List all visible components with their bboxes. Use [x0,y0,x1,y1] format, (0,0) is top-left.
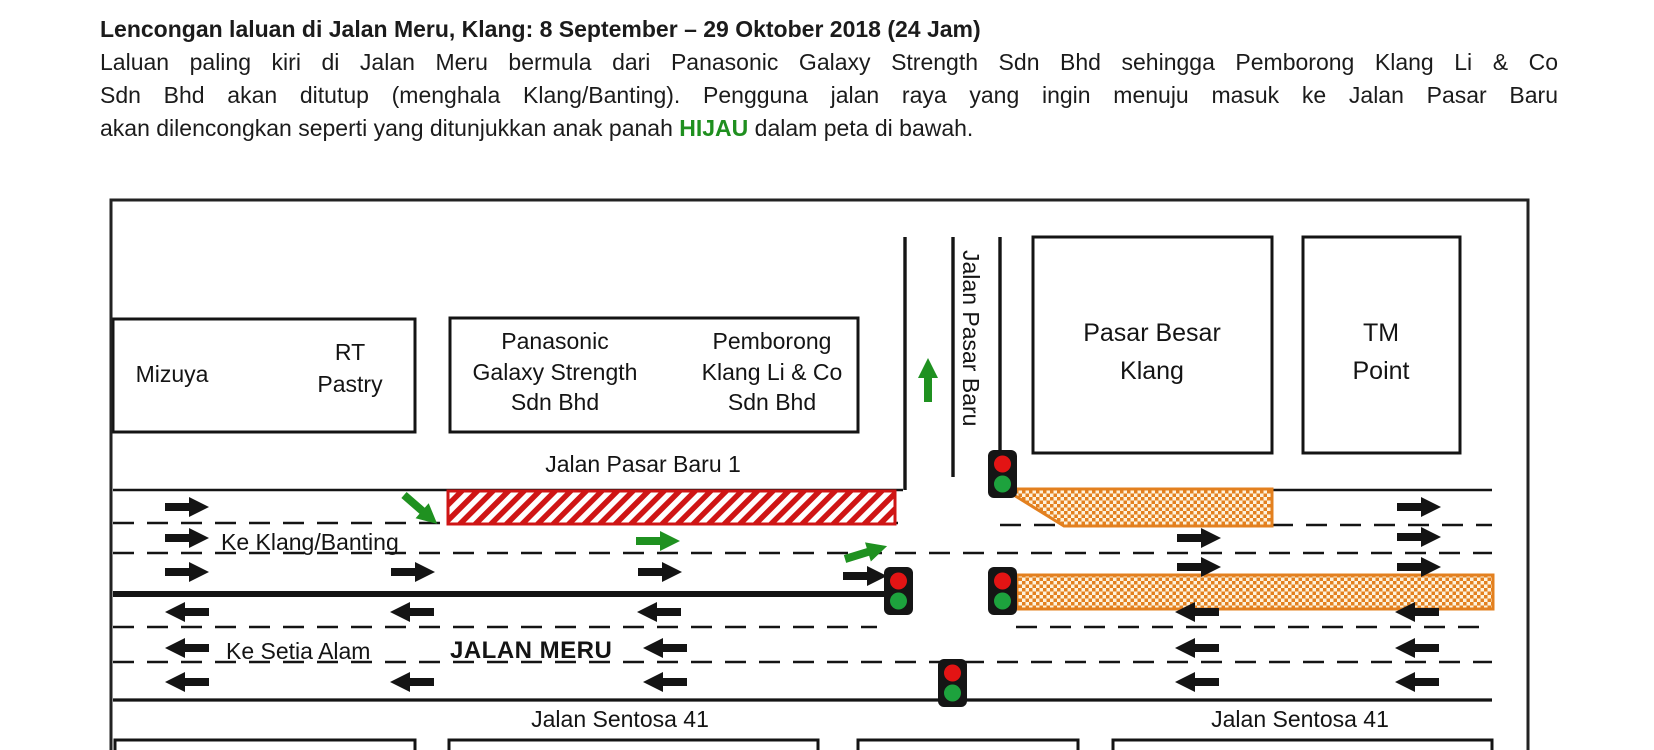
lane-arrow-right-icon [638,562,682,582]
building-label: TM [1362,319,1400,347]
lane-arrow-left-icon [1395,672,1439,692]
notice-body-line1: Laluan paling kiri di Jalan Meru bermula dari Panasonic Galaxy Strength Sdn Bhd sehingga Pemborong Klang Li & Co [100,49,1558,75]
lane-arrow-left-icon [637,602,681,622]
diversion-lane-lower-orange [1017,575,1493,609]
road-label-jalan-sentosa-41-right: Jalan Sentosa 41 [1211,706,1389,732]
lane-arrow-right-icon [843,566,887,586]
lane-arrow-left-icon [1395,638,1439,658]
diversion-lane-upper-orange [1004,489,1272,526]
building-label: Klang [1120,357,1184,385]
road-label-jalan-pasar-baru-1: Jalan Pasar Baru 1 [545,451,741,477]
lane-arrow-left-icon [643,672,687,692]
lane-arrow-right-icon [391,562,435,582]
traffic-light-icon [938,659,967,707]
building-panasonic-pemborong [450,318,858,432]
lane-arrow-right-icon [165,528,209,548]
road-label-ke-setia-alam: Ke Setia Alam [226,638,371,664]
lane-arrow-right-icon [1397,497,1441,517]
lane-arrow-left-icon [643,638,687,658]
lane-arrow-right-icon [1397,527,1441,547]
building-label: Mizuya [135,361,209,387]
green-turn-left-arrow-icon [842,537,890,569]
road-label-jalan-meru: JALAN MERU [450,637,613,664]
building-label: Klang Li & Co [701,359,843,385]
road-label-jalan-sentosa-41-left: Jalan Sentosa 41 [531,706,709,732]
road-label-jalan-pasar-baru: Jalan Pasar Baru [958,250,984,427]
lane-arrow-right-icon [165,562,209,582]
notice-body-line2: Sdn Bhd akan ditutup (menghala Klang/Banting). Pengguna jalan raya yang ingin menuju masuk ke Jalan Pasar Baru [100,82,1558,108]
lane-arrow-left-icon [390,672,434,692]
building-mizuya-rt-pastry [113,319,415,432]
notice-body-line3: akan dilencongkan seperti yang ditunjukkan anak panah HIJAU dalam peta di bawah. [100,115,974,141]
building-label: Pemborong [712,328,832,354]
traffic-light-icon [988,567,1017,615]
building-label: Galaxy Strength [472,359,638,385]
notice-title: Lencongan laluan di Jalan Meru, Klang: 8 September – 29 Oktober 2018 (24 Jam) [100,16,981,42]
closed-lane-red-hatch [448,491,895,524]
lane-arrow-left-icon [165,602,209,622]
green-up-arrow-icon [918,358,938,402]
green-diagonal-down-arrow-icon [397,487,443,531]
building-pasar-besar-klang [1033,237,1272,453]
building-label: Sdn Bhd [727,389,817,415]
green-right-arrow-icon [636,531,680,551]
lane-arrow-left-icon [165,672,209,692]
building-label: Sdn Bhd [510,389,600,415]
traffic-light-icon [988,450,1017,498]
building-label: Panasonic [501,328,609,354]
building-label: RT [334,339,366,365]
building-label: Pasar Besar [1083,319,1221,347]
jalan-pasar-baru-road-lines [905,237,1000,490]
building-label: Point [1352,357,1410,385]
lane-arrow-left-icon [165,638,209,658]
lane-arrow-left-icon [1175,672,1219,692]
traffic-light-icon [884,567,913,615]
building-label: Pastry [317,371,383,397]
building-tm-point [1303,237,1460,453]
road-label-ke-klang-banting: Ke Klang/Banting [221,529,399,555]
lane-arrow-left-icon [1175,638,1219,658]
lane-arrow-left-icon [390,602,434,622]
lane-arrow-right-icon [165,497,209,517]
lane-arrow-right-icon [1177,528,1221,548]
bottom-buildings-row [115,740,1492,750]
hijau-highlight: HIJAU [679,115,749,141]
